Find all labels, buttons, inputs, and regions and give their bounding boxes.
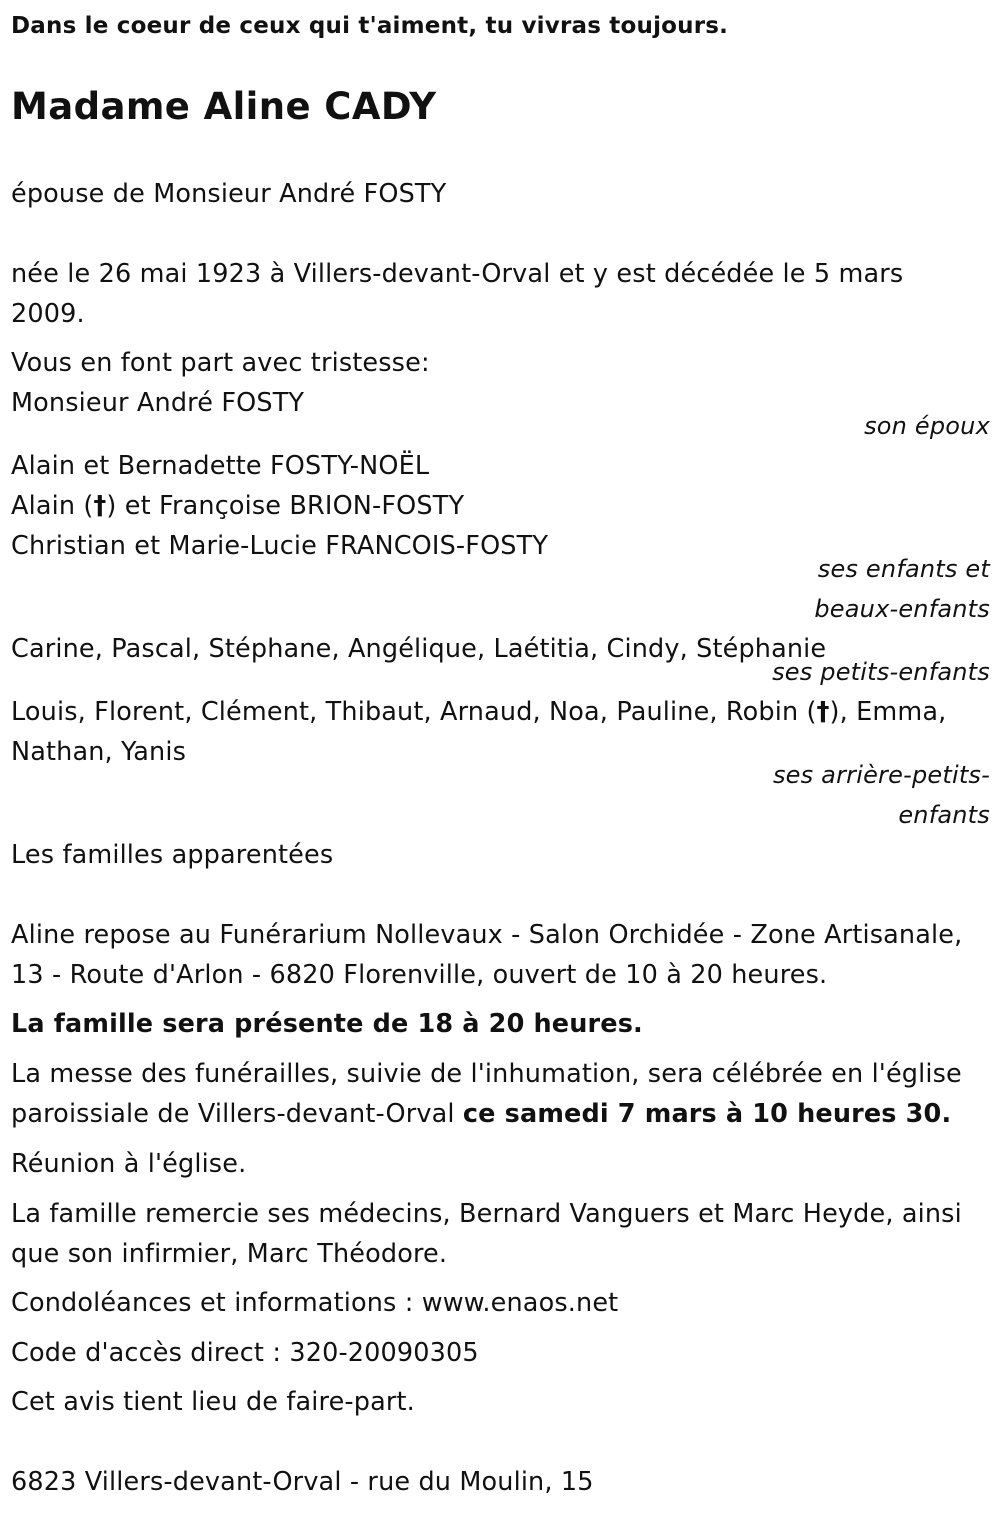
children-line-2 — [11, 486, 990, 526]
great-grandchildren-line-1-end: ), Emma, — [829, 697, 947, 727]
thanks-line-2: que son infirmier, Marc Théodore. — [11, 1239, 448, 1269]
children-line-3: Christian et Marie-Lucie FRANCOIS-FOSTY — [11, 531, 549, 561]
mass-line-1: La messe des funérailles, suivie de l'inhumation, sera célébrée en l'église — [11, 1059, 962, 1089]
announcement-intro: Vous en font part avec tristesse: — [11, 348, 430, 378]
spouse-line: épouse de Monsieur André FOSTY — [11, 179, 447, 209]
mass-date-time: ce samedi 7 mars à 10 heures 30. — [462, 1099, 952, 1129]
meeting-info: Réunion à l'église. — [11, 1149, 247, 1179]
great-grandchildren-role-line-1: ses arrière-petits- — [772, 761, 990, 789]
family-presence: La famille sera présente de 18 à 20 heures. — [11, 1009, 643, 1039]
children-role-line-1: ses enfants et — [817, 555, 990, 583]
deceased-cross-icon: † — [816, 697, 830, 727]
children-line-1: Alain et Bernadette FOSTY-NOËL — [11, 451, 430, 481]
deceased-name: Madame Aline CADY — [11, 85, 437, 128]
mass-line-2 — [11, 1094, 990, 1134]
birth-death-line-1: née le 26 mai 1923 à Villers-devant-Orval et y est décédée le 5 mars — [11, 259, 904, 289]
spouse-name: Monsieur André FOSTY — [11, 388, 305, 418]
deceased-cross-icon: † — [93, 491, 107, 521]
great-grandchildren-line-2: Nathan, Yanis — [11, 737, 187, 767]
mass-line-2-text: paroissiale de Villers-devant-Orval — [11, 1099, 463, 1129]
notice-statement: Cet avis tient lieu de faire-part. — [11, 1387, 415, 1417]
home-address: 6823 Villers-devant-Orval - rue du Moulin, 15 — [11, 1467, 594, 1497]
children-line-2-end: ) et Françoise BRION-FOSTY — [106, 491, 465, 521]
thanks-line-1: La famille remercie ses médecins, Bernard Vanguers et Marc Heyde, ainsi — [11, 1199, 962, 1229]
great-grandchildren-role-line-2: enfants — [898, 801, 990, 829]
access-code: Code d'accès direct : 320-20090305 — [11, 1338, 479, 1368]
repose-line-2: 13 - Route d'Arlon - 6820 Florenville, ouvert de 10 à 20 heures. — [11, 960, 828, 990]
children-line-2-start: Alain ( — [11, 491, 94, 521]
great-grandchildren-line-1-start: Louis, Florent, Clément, Thibaut, Arnaud, Noa, Pauline, Robin ( — [11, 697, 817, 727]
great-grandchildren-line-1 — [11, 692, 990, 732]
memorial-motto: Dans le coeur de ceux qui t'aiment, tu vivras toujours. — [11, 13, 729, 39]
birth-death-line-2: 2009. — [11, 299, 85, 329]
grandchildren-names: Carine, Pascal, Stéphane, Angélique, Laétitia, Cindy, Stéphanie — [11, 634, 827, 664]
repose-line-1: Aline repose au Funérarium Nollevaux - Salon Orchidée - Zone Artisanale, — [11, 920, 963, 950]
condolences-info: Condoléances et informations : www.enaos.net — [11, 1288, 619, 1318]
grandchildren-role: ses petits-enfants — [772, 658, 990, 686]
children-role-line-2: beaux-enfants — [814, 595, 990, 623]
related-families: Les familles apparentées — [11, 840, 334, 870]
spouse-role: son époux — [864, 412, 990, 440]
